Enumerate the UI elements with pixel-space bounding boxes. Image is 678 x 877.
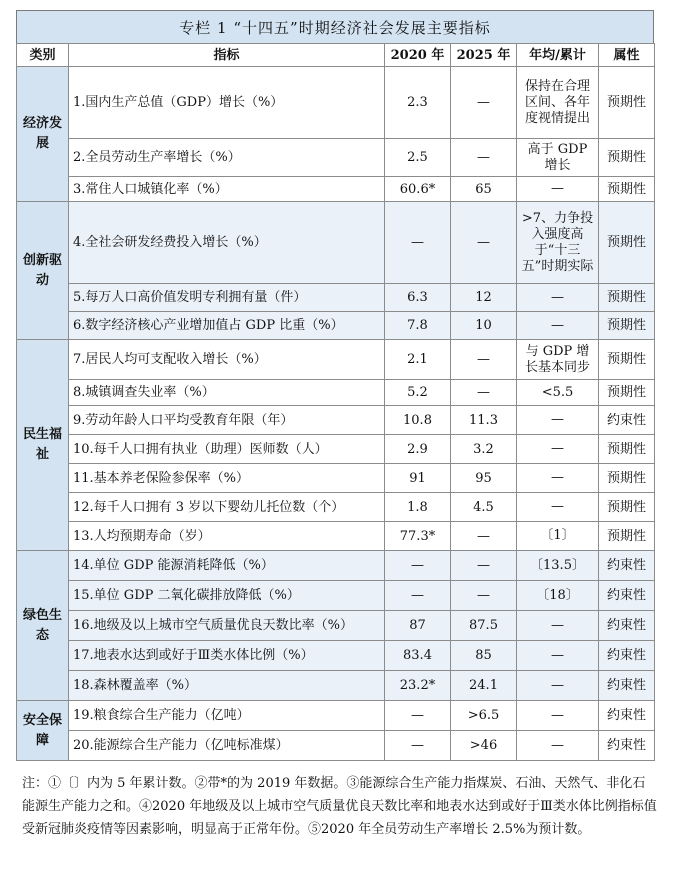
category-security: 安全保障 (17, 701, 69, 761)
attribute-cell: 预期性 (599, 202, 655, 284)
annual-cell: — (517, 406, 599, 435)
annual-cell: 〔1〕 (517, 522, 599, 551)
indicator-cell: 6.数字经济核心产业增加值占 GDP 比重（%） (69, 312, 385, 340)
annual-cell: >7、力争投入强度高于“十三五”时期实际 (517, 202, 599, 284)
attribute-cell: 约束性 (599, 406, 655, 435)
header-category: 类别 (17, 44, 69, 67)
header-attribute: 属性 (599, 44, 655, 67)
value-2020: 2.3 (385, 67, 451, 139)
table-row (17, 202, 655, 284)
value-2025: >6.5 (451, 701, 517, 731)
value-2025: 10 (451, 312, 517, 340)
value-2020: 2.5 (385, 139, 451, 177)
attribute-cell: 预期性 (599, 284, 655, 312)
indicator-cell: 17.地表水达到或好于Ⅲ类水体比例（%） (69, 641, 385, 671)
annual-cell: — (517, 731, 599, 761)
annual-cell: — (517, 641, 599, 671)
value-2020: 87 (385, 611, 451, 641)
indicator-cell: 10.每千人口拥有执业（助理）医师数（人） (69, 435, 385, 464)
value-2025: — (451, 380, 517, 406)
category-economy: 经济发展 (17, 67, 69, 202)
annual-cell: — (517, 464, 599, 493)
attribute-cell: 预期性 (599, 340, 655, 380)
table-row (17, 312, 655, 340)
value-2025: — (451, 581, 517, 611)
value-2025: 85 (451, 641, 517, 671)
header-2020: 2020 年 (385, 44, 451, 67)
table-row (17, 139, 655, 177)
annual-cell: — (517, 611, 599, 641)
indicator-table (16, 43, 655, 761)
value-2020: 10.8 (385, 406, 451, 435)
value-2020: 23.2* (385, 671, 451, 701)
annual-cell: — (517, 435, 599, 464)
table-row (17, 67, 655, 139)
value-2020: 6.3 (385, 284, 451, 312)
value-2025: 65 (451, 177, 517, 202)
category-innovation: 创新驱动 (17, 202, 69, 340)
indicator-cell: 16.地级及以上城市空气质量优良天数比率（%） (69, 611, 385, 641)
table-row (17, 701, 655, 731)
indicator-cell: 15.单位 GDP 二氧化碳排放降低（%） (69, 581, 385, 611)
indicator-cell: 12.每千人口拥有 3 岁以下婴幼儿托位数（个） (69, 493, 385, 522)
indicator-cell: 5.每万人口高价值发明专利拥有量（件） (69, 284, 385, 312)
attribute-cell: 约束性 (599, 641, 655, 671)
table-row (17, 551, 655, 581)
value-2020: — (385, 701, 451, 731)
table-title: 专栏 1 “十四五”时期经济社会发展主要指标 (16, 10, 654, 43)
value-2025: — (451, 67, 517, 139)
value-2025: — (451, 522, 517, 551)
indicator-cell: 11.基本养老保险参保率（%） (69, 464, 385, 493)
annual-cell: — (517, 671, 599, 701)
table-row (17, 671, 655, 701)
attribute-cell: 约束性 (599, 611, 655, 641)
indicator-table-panel (16, 10, 654, 761)
indicator-cell: 20.能源综合生产能力（亿吨标准煤） (69, 731, 385, 761)
value-2020: 5.2 (385, 380, 451, 406)
value-2025: 24.1 (451, 671, 517, 701)
header-row (17, 44, 655, 67)
attribute-cell: 预期性 (599, 177, 655, 202)
annual-cell: 〔18〕 (517, 581, 599, 611)
attribute-cell: 约束性 (599, 551, 655, 581)
indicator-cell: 19.粮食综合生产能力（亿吨） (69, 701, 385, 731)
table-row (17, 406, 655, 435)
attribute-cell: 约束性 (599, 731, 655, 761)
attribute-cell: 预期性 (599, 67, 655, 139)
value-2025: 87.5 (451, 611, 517, 641)
value-2020: 2.1 (385, 340, 451, 380)
annual-cell: 保持在合理区间、各年度视情提出 (517, 67, 599, 139)
attribute-cell: 预期性 (599, 464, 655, 493)
indicator-cell: 9.劳动年龄人口平均受教育年限（年） (69, 406, 385, 435)
value-2025: — (451, 139, 517, 177)
attribute-cell: 预期性 (599, 312, 655, 340)
value-2020: — (385, 202, 451, 284)
annual-cell: — (517, 284, 599, 312)
indicator-cell: 18.森林覆盖率（%） (69, 671, 385, 701)
value-2020: 77.3* (385, 522, 451, 551)
header-annual: 年均/累计 (517, 44, 599, 67)
table-footnote: 注：①〔〕内为 5 年累计数。②带*的为 2019 年数据。③能源综合生产能力指煤炭、石油、天然气、非化石能源生产能力之和。④2020 年地级及以上城市空气质量优良天数比率和地表水达到或好于Ⅲ类水体比例指标值受新冠肺炎疫情等因素影响，明显高于正常年份。⑤2020 年全员劳动生产率增长 2.5%为预计数。 (22, 776, 657, 837)
value-2025: 12 (451, 284, 517, 312)
attribute-cell: 约束性 (599, 671, 655, 701)
category-welfare: 民生福祉 (17, 340, 69, 551)
indicator-cell: 14.单位 GDP 能源消耗降低（%） (69, 551, 385, 581)
table-row (17, 435, 655, 464)
header-2025: 2025 年 (451, 44, 517, 67)
value-2020: — (385, 731, 451, 761)
attribute-cell: 约束性 (599, 581, 655, 611)
table-row (17, 380, 655, 406)
indicator-cell: 1.国内生产总值（GDP）增长（%） (69, 67, 385, 139)
table-row (17, 581, 655, 611)
attribute-cell: 约束性 (599, 701, 655, 731)
value-2025: 4.5 (451, 493, 517, 522)
value-2020: — (385, 551, 451, 581)
table-row (17, 641, 655, 671)
value-2025: — (451, 202, 517, 284)
annual-cell: 与 GDP 增长基本同步 (517, 340, 599, 380)
value-2020: — (385, 581, 451, 611)
header-indicator: 指标 (69, 44, 385, 67)
attribute-cell: 预期性 (599, 493, 655, 522)
attribute-cell: 预期性 (599, 380, 655, 406)
value-2025: 3.2 (451, 435, 517, 464)
table-row (17, 464, 655, 493)
annual-cell: — (517, 312, 599, 340)
attribute-cell: 预期性 (599, 435, 655, 464)
indicator-cell: 2.全员劳动生产率增长（%） (69, 139, 385, 177)
attribute-cell: 预期性 (599, 522, 655, 551)
value-2025: 11.3 (451, 406, 517, 435)
table-row (17, 340, 655, 380)
table-row (17, 177, 655, 202)
indicator-cell: 7.居民人均可支配收入增长（%） (69, 340, 385, 380)
value-2025: 95 (451, 464, 517, 493)
value-2020: 1.8 (385, 493, 451, 522)
value-2020: 2.9 (385, 435, 451, 464)
annual-cell: — (517, 177, 599, 202)
table-row (17, 522, 655, 551)
annual-cell: 〔13.5〕 (517, 551, 599, 581)
table-row (17, 493, 655, 522)
annual-cell: — (517, 701, 599, 731)
indicator-cell: 8.城镇调查失业率（%） (69, 380, 385, 406)
table-row (17, 611, 655, 641)
value-2020: 83.4 (385, 641, 451, 671)
attribute-cell: 预期性 (599, 139, 655, 177)
table-row (17, 731, 655, 761)
value-2020: 60.6* (385, 177, 451, 202)
annual-cell: — (517, 493, 599, 522)
indicator-cell: 3.常住人口城镇化率（%） (69, 177, 385, 202)
indicator-cell: 4.全社会研发经费投入增长（%） (69, 202, 385, 284)
value-2025: — (451, 551, 517, 581)
value-2020: 91 (385, 464, 451, 493)
annual-cell: <5.5 (517, 380, 599, 406)
value-2025: >46 (451, 731, 517, 761)
value-2020: 7.8 (385, 312, 451, 340)
category-green: 绿色生态 (17, 551, 69, 701)
annual-cell: 高于 GDP 增长 (517, 139, 599, 177)
table-row (17, 284, 655, 312)
indicator-cell: 13.人均预期寿命（岁） (69, 522, 385, 551)
value-2025: — (451, 340, 517, 380)
